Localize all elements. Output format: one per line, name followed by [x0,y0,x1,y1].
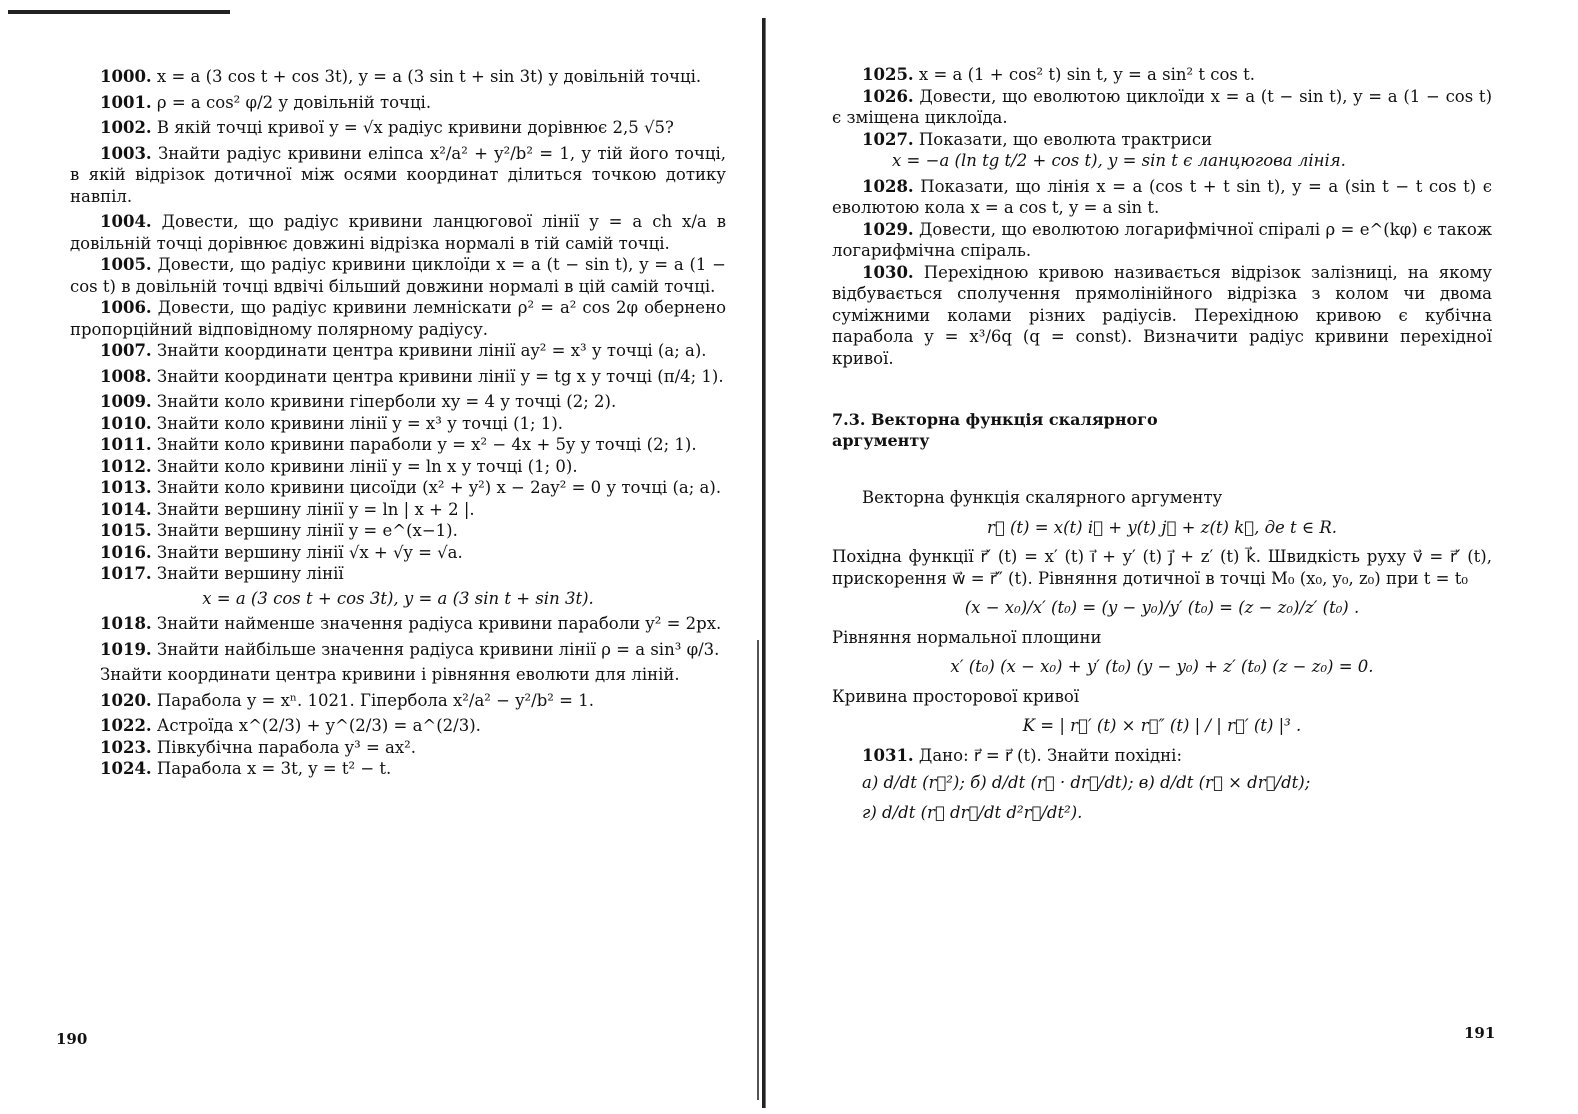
top-rule [8,10,230,14]
vector-intro: Векторна функція скалярного аргументу [862,488,1223,507]
problem-1025: 1025. x = a (1 + cos² t) sin t, y = a sin² t cos t. [862,65,1256,84]
problem-1024: 1024. Парабола x = 3t, y = t² − t. [100,759,392,778]
problem-1015: 1015. Знайти вершину лінії y = e^(x−1). [100,521,458,540]
problem-1019: 1019. Знайти найбільше значення радіуса кривини лінії ρ = a sin³ φ/3. [100,639,720,659]
evolute-instruction: Знайти координати центра кривини і рівняння еволюти для ліній. [100,665,680,684]
problem-1012: 1012. Знайти коло кривини лінії y = ln x у точці (1; 0). [100,456,578,476]
tangent-equation: (x − x₀)/x′ (t₀) = (y − y₀)/y′ (t₀) = (z − z₀)/z′ (t₀) . [964,598,1360,617]
problem-1023: 1023. Півкубічна парабола y³ = ax². [100,737,417,757]
right-page [832,64,1492,823]
problem-1031: 1031. Дано: r⃗ = r⃗ (t). Знайти похідні: [862,745,1183,765]
equation-1017: x = a (3 cos t + cos 3t), y = a (3 sin t + sin 3t). [202,588,594,608]
problem-1008: 1008. Знайти координати центра кривини лінії y = tg x у точці (π/4; 1). [100,366,724,386]
book-gutter-shadow [757,640,759,1100]
section-title-line1: 7.3. Векторна функція скалярного [832,410,1158,429]
problem-1018: 1018. Знайти найменше значення радіуса кривини параболи y² = 2px. [100,614,722,633]
curvature-equation: K = | r⃗′ (t) × r⃗″ (t) | / | r⃗′ (t) |³ . [1022,716,1302,735]
problem-1027: 1027. Показати, що еволюта трактриси [862,129,1213,149]
problem-1016: 1016. Знайти вершину лінії √x + √y = √a. [100,542,463,562]
equation-1027: x = −a (ln tg t/2 + cos t), y = sin t є ланцюгова лінія. [892,151,1346,170]
problem-1009: 1009. Знайти коло кривини гіперболи xy = 4 у точці (2; 2). [100,392,617,411]
problem-1022: 1022. Астроїда x^(2/3) + y^(2/3) = a^(2/3). [100,716,481,735]
page-number-left: 190 [56,1030,88,1048]
problem-1031-item-d: г) d/dt (r⃗ dr⃗/dt d²r⃗/dt²). [862,802,1083,822]
section-title-line2: аргументу [832,431,930,450]
problem-1028: 1028. Показати, що лінія x = a (cos t + t sin t), y = a (sin t − t cos t) є еволютою кола x = a cos t, y = a sin t. [832,176,1492,217]
problem-1013: 1013. Знайти коло кривини цисоїди (x² + y²) x − 2ay² = 0 у точці (a; a). [100,478,722,497]
derivative-text: Похідна функції r⃗′ (t) = x′ (t) i⃗ + y′ (t) j⃗ + z′ (t) k⃗. Швидкість руху v⃗ = r⃗′ (t), прискорення w⃗ = r⃗″ (t). Рівняння дотичної в точці M₀ (x₀, y₀, z₀) при t = t₀ [832,547,1492,588]
book-gutter [762,18,768,1108]
left-page [70,66,726,780]
curvature-text: Кривина просторової кривої [832,686,1080,706]
problem-1001: 1001. ρ = a cos² φ/2 у довільній точці. [100,92,432,112]
problem-1000: 1000. x = a (3 cos t + cos 3t), y = a (3 sin t + sin 3t) у довільній точці. [100,67,702,86]
problem-1003: 1003. Знайти радіус кривини еліпса x²/a² + y²/b² = 1, у тій його точці, в якій відрізок дотичної між осями координат ділиться точкою дотику навпіл. [70,143,726,206]
page-number-right: 191 [1464,1024,1496,1042]
problem-1030: 1030. Перехідною кривою називається відрізок залізниці, на якому відбувається сполучення прямолінійного відрізка з колом чи двома суміжними колами різних радіусів. Перехідною кривою є кубічна парабола y = x³/6q (q = const). Визначити радіус кривини перехідної кривої. [832,262,1492,368]
problem-1005: 1005. Довести, що радіус кривини циклоїди x = a (t − sin t), y = a (1 − cos t) в довільній точці вдвічі більший довжини нормалі в цій самій точці. [70,255,727,296]
problem-1010: 1010. Знайти коло кривини лінії y = x³ у точці (1; 1). [100,413,564,433]
problem-1004: 1004. Довести, що радіус кривини ланцюгової лінії y = a ch x/a в довільній точці дорівнює довжині відрізка нормалі в тій самій точці. [70,212,726,253]
problem-1014: 1014. Знайти вершину лінії y = ln | x + 2 |. [100,499,475,519]
problem-1020: 1020. Парабола y = xⁿ. 1021. Гіпербола x²/a² − y²/b² = 1. [100,690,594,710]
vector-equation: r⃗ (t) = x(t) i⃗ + y(t) j⃗ + z(t) k⃗, де t ∈ R. [986,517,1338,537]
problem-1026: 1026. Довести, що еволютою циклоїди x = a (t − sin t), y = a (1 − cos t) є зміщена циклоїда. [832,86,1493,127]
problem-1017: 1017. Знайти вершину лінії [100,564,344,583]
problem-1007: 1007. Знайти координати центра кривини лінії ay² = x³ у точці (a; a). [100,341,707,360]
problem-1029: 1029. Довести, що еволютою логарифмічної спіралі ρ = e^(kφ) є також логарифмічна спіраль. [832,219,1493,260]
normal-plane-equation: x′ (t₀) (x − x₀) + y′ (t₀) (y − y₀) + z′ (t₀) (z − z₀) = 0. [950,657,1374,676]
problem-1006: 1006. Довести, що радіус кривини лемніскати ρ² = a² cos 2φ обернено пропорційний відповідному полярному радіусу. [70,298,727,339]
problem-1031-items-a-c: а) d/dt (r⃗²); б) d/dt (r⃗ · dr⃗/dt); в) d/dt (r⃗ × dr⃗/dt); [862,773,1311,792]
section-heading [832,409,1492,451]
problem-1011: 1011. Знайти коло кривини параболи y = x² − 4x + 5y у точці (2; 1). [100,435,697,454]
normal-plane-text: Рівняння нормальної площини [832,627,1102,647]
problem-1002: 1002. В якій точці кривої y = √x радіус кривини дорівнює 2,5 √5? [100,118,674,137]
